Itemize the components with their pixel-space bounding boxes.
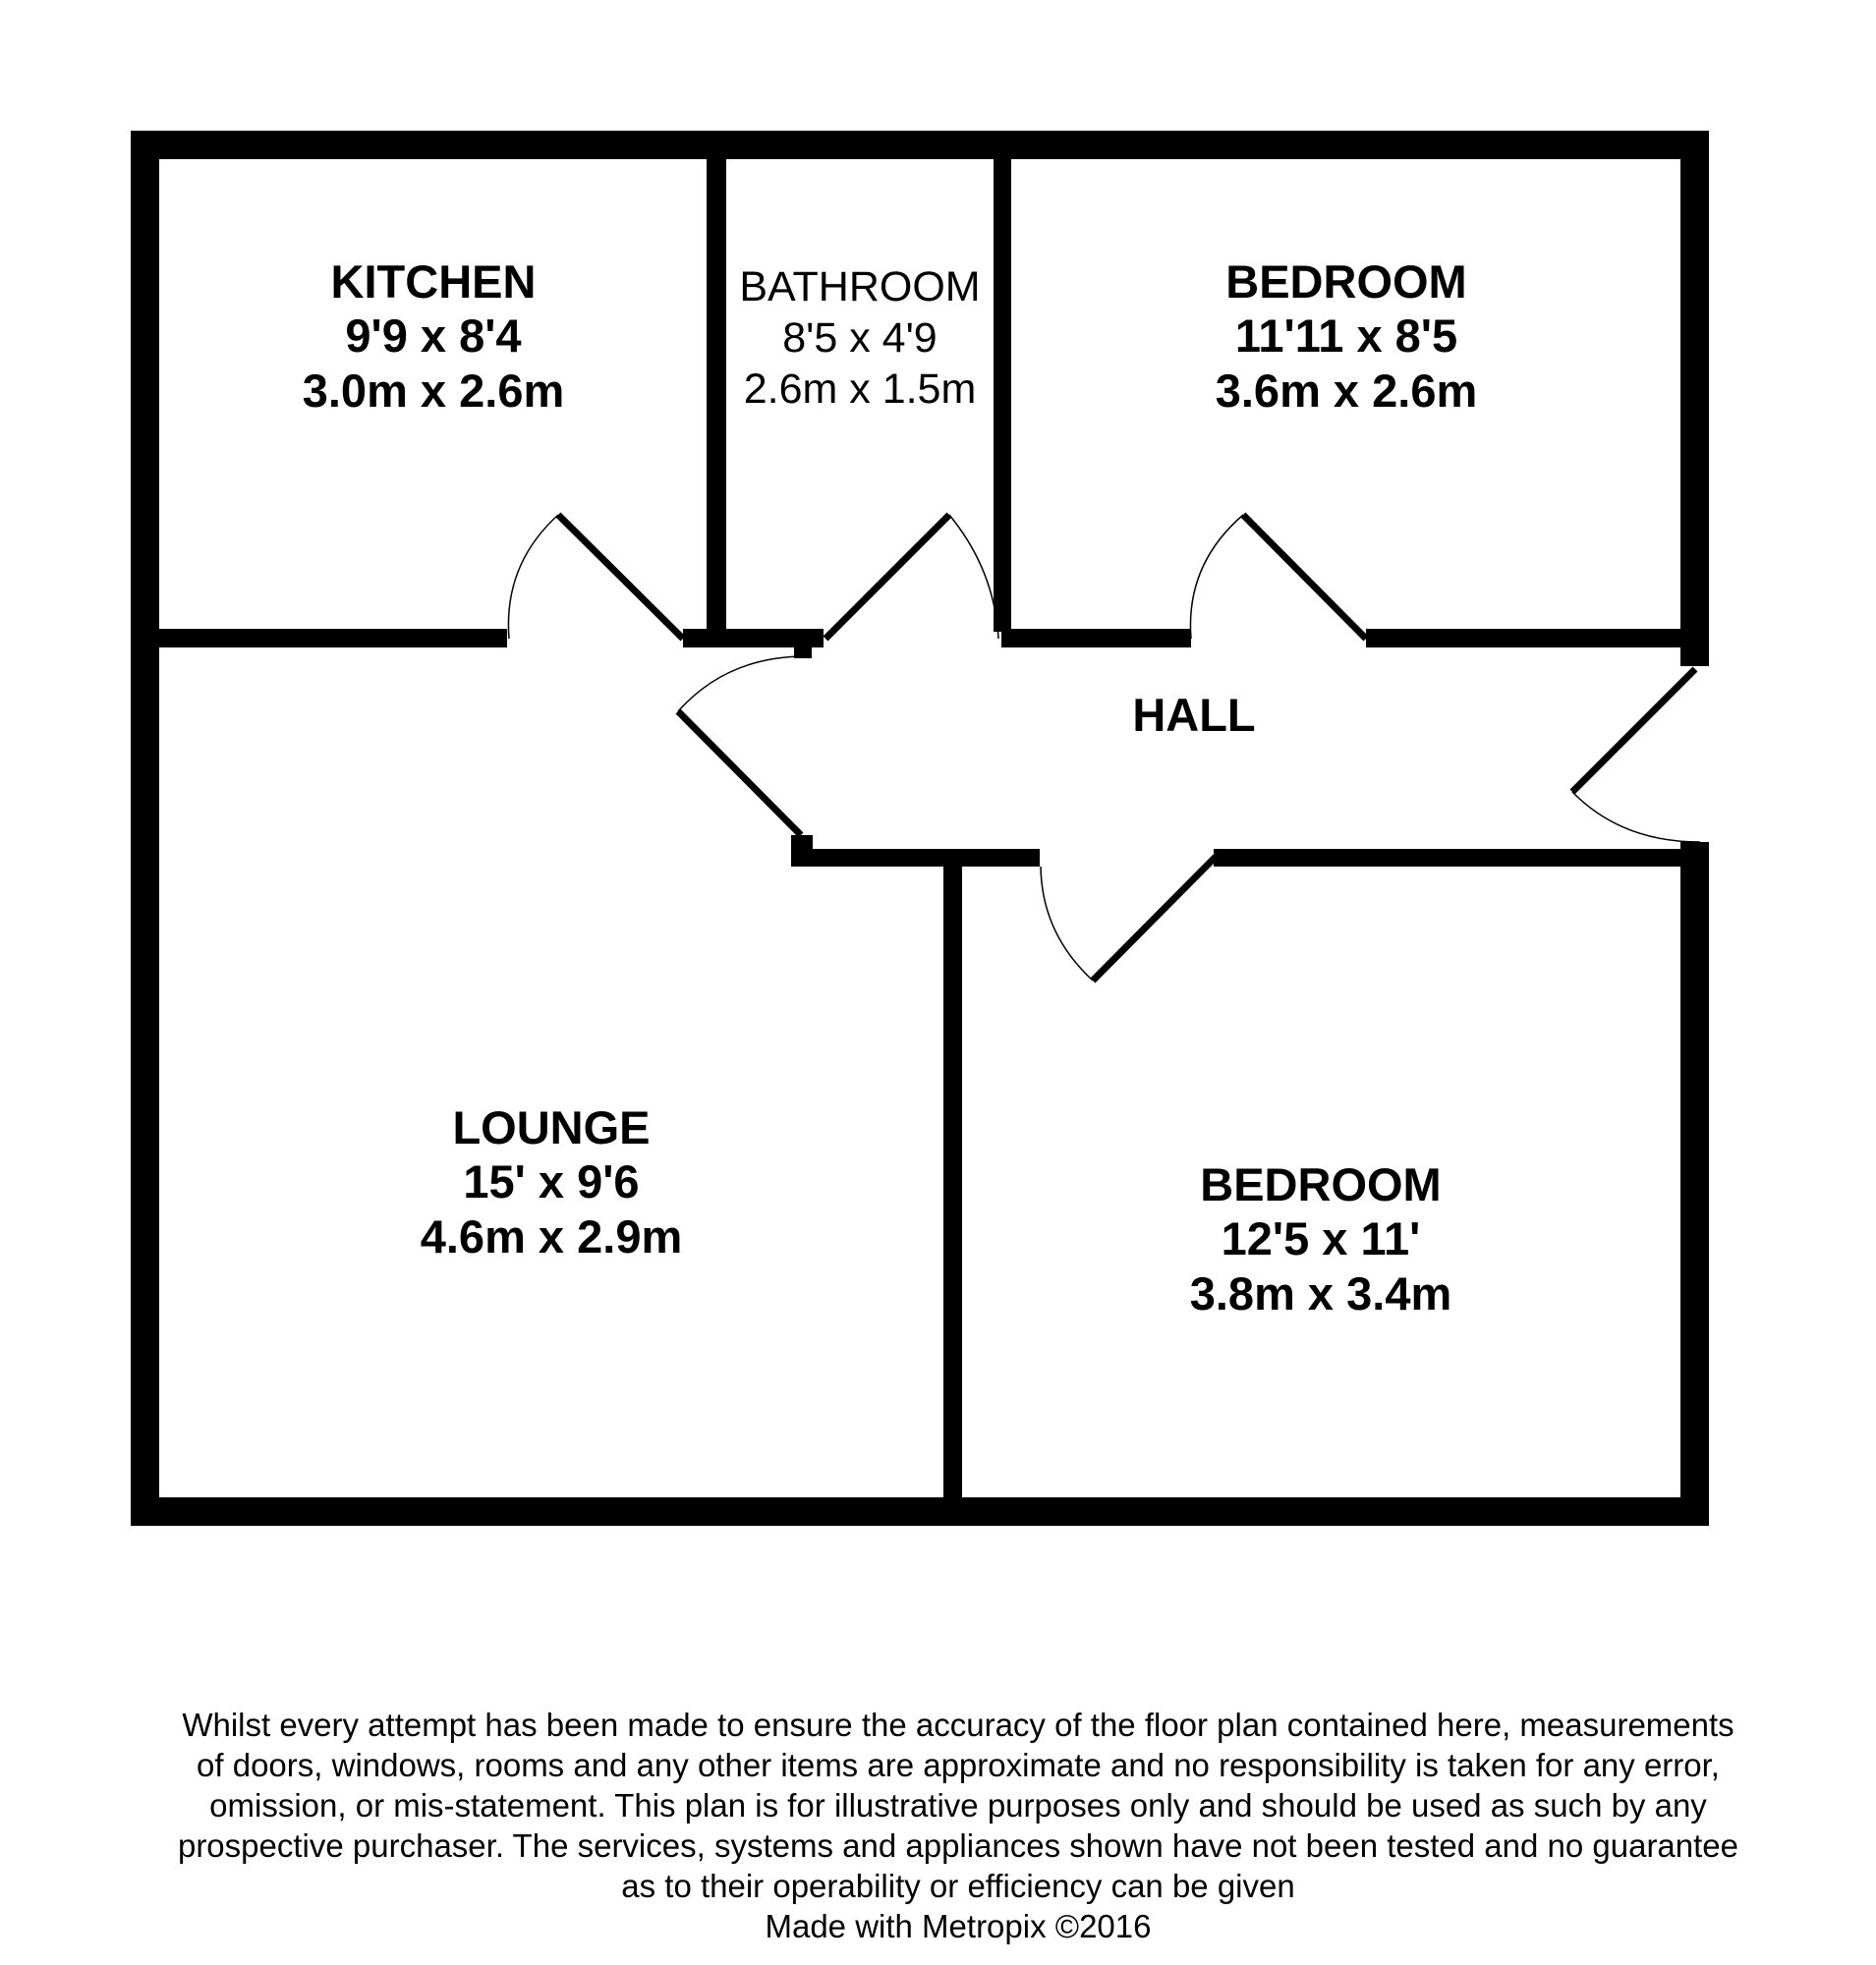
lounge-metric: 4.6m x 2.9m (420, 1210, 683, 1263)
bedroom-bottom-door-leaf (1093, 857, 1216, 981)
wall-hall-bottom-left (791, 849, 1040, 867)
bedroom-metric: 3.6m x 2.6m (1215, 365, 1478, 417)
bedroom-bottom-name: BEDROOM (1200, 1158, 1442, 1210)
bedroom-bottom-imperial: 12'5 x 11' (1221, 1212, 1421, 1264)
bedroom-door-leaf (1243, 515, 1366, 639)
hall-name: HALL (1132, 689, 1256, 741)
bedroom-name: BEDROOM (1225, 255, 1467, 308)
lounge-door-swing-arc (678, 656, 806, 711)
bedroom-bottom-metric: 3.8m x 3.4m (1189, 1267, 1452, 1319)
lounge-door-leaf (678, 711, 801, 835)
disclaimer (79, 1705, 1838, 1946)
outer-wall-top (131, 131, 1707, 159)
bedroom-bottom-door-swing-arc (1041, 867, 1093, 981)
kitchen-door-swing-arc (508, 515, 558, 639)
wall-kitchen-bottom-left (131, 629, 507, 647)
outer-wall-right-lower (1680, 842, 1709, 1526)
bathroom-imperial: 8'5 x 4'9 (782, 314, 938, 362)
credit: Made with Metropix ©2016 (765, 1908, 1152, 1944)
wall-kitchen-bathroom (707, 131, 726, 645)
disclaimer-line: Whilst every attempt has been made to ensure the accuracy of the floor plan contained here, measurements (182, 1707, 1734, 1743)
entrance-door-swing-arc (1572, 792, 1700, 842)
doors (508, 515, 1700, 981)
lounge-name: LOUNGE (452, 1101, 651, 1153)
wall-bedroom-bottom-left (1001, 629, 1191, 647)
outer-wall-right-upper (1680, 131, 1709, 666)
kitchen-metric: 3.0m x 2.6m (302, 365, 565, 417)
entrance-door-leaf (1572, 669, 1695, 792)
wall-bathroom-bedroom (994, 131, 1011, 632)
disclaimer-line: prospective purchaser. The services, systems and appliances shown have not been tested and no guarantee (177, 1827, 1739, 1864)
lounge-imperial: 15' x 9'6 (463, 1155, 640, 1207)
bedroom-imperial: 11'11 x 8'5 (1234, 309, 1458, 362)
bathroom-name: BATHROOM (739, 263, 981, 310)
room-labels (303, 255, 1478, 1319)
disclaimer-line: omission, or mis-statement. This plan is for illustrative purposes only and should be used as such by any (209, 1787, 1707, 1824)
disclaimer-line: as to their operability or efficiency can be given (621, 1868, 1295, 1904)
bedroom-door-swing-arc (1190, 515, 1243, 639)
wall-hall-bottom-right (1214, 849, 1690, 867)
outer-wall-left (131, 131, 159, 1526)
wall-lounge-bedroom (943, 849, 962, 1509)
kitchen-imperial: 9'9 x 8'4 (345, 309, 522, 362)
wall-bedroom-bottom-right (1366, 629, 1690, 647)
disclaimer-line: of doors, windows, rooms and any other items are approximate and no responsibility is taken for any error, (197, 1747, 1720, 1783)
wall-pillar (794, 629, 812, 658)
kitchen-name: KITCHEN (330, 255, 537, 308)
bathroom-metric: 2.6m x 1.5m (743, 365, 977, 413)
kitchen-door-leaf (558, 515, 683, 639)
outer-wall-bottom (131, 1497, 1707, 1526)
bathroom-door-swing-arc (949, 515, 998, 639)
bathroom-door-leaf (825, 515, 949, 639)
